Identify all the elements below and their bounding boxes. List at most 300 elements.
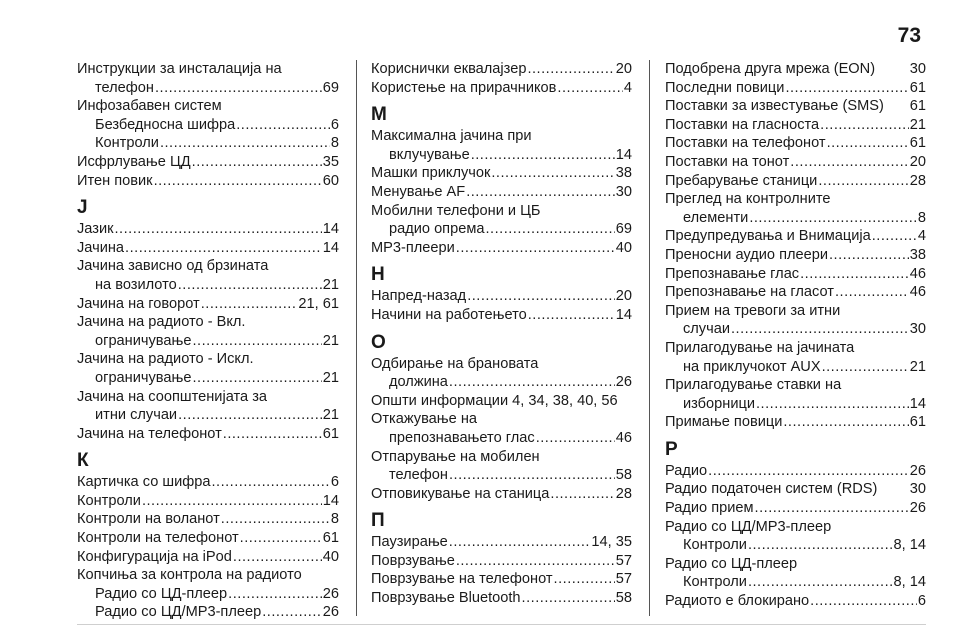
dot-leader bbox=[233, 548, 322, 567]
page-reference: 61 bbox=[909, 414, 926, 431]
index-entry bbox=[77, 313, 339, 350]
index-entry-line bbox=[665, 302, 926, 321]
index-entry bbox=[665, 283, 926, 302]
index-entry-line bbox=[77, 369, 339, 388]
index-entry bbox=[665, 97, 926, 116]
index-term: Одбирање на брановата bbox=[371, 355, 539, 372]
index-letter-heading: О bbox=[371, 331, 386, 353]
index-letter-heading: М bbox=[371, 104, 387, 126]
dot-leader bbox=[201, 295, 298, 314]
page-reference: 58 bbox=[615, 590, 632, 607]
index-entry-line bbox=[77, 332, 339, 351]
index-term: Прилагодување ставки на bbox=[665, 377, 842, 394]
dot-leader bbox=[872, 227, 917, 246]
page-reference: 69 bbox=[615, 221, 632, 238]
page-reference: 20 bbox=[909, 153, 926, 170]
dot-leader bbox=[192, 369, 321, 388]
page-reference: 61 bbox=[322, 425, 339, 442]
index-entry-line bbox=[77, 239, 339, 258]
dot-leader bbox=[731, 320, 909, 339]
index-entry-line bbox=[665, 283, 926, 302]
index-entry-line bbox=[665, 172, 926, 191]
dot-leader bbox=[467, 287, 615, 306]
dot-leader bbox=[557, 79, 622, 98]
index-entry bbox=[371, 164, 632, 183]
dot-leader bbox=[748, 573, 893, 592]
index-entry-line bbox=[77, 172, 339, 191]
index-entry-line bbox=[77, 510, 339, 529]
index-term: Радио со ЦД-плеер bbox=[95, 585, 228, 602]
index-term: изборници bbox=[683, 395, 755, 412]
dot-leader bbox=[790, 153, 908, 172]
index-term: ограничување bbox=[95, 332, 192, 349]
dot-leader bbox=[491, 164, 614, 183]
index-entry bbox=[371, 485, 632, 504]
index-entry bbox=[77, 257, 339, 294]
index-entry bbox=[77, 350, 339, 387]
dot-leader bbox=[240, 529, 322, 548]
dot-leader bbox=[221, 510, 330, 529]
page-reference: 21 bbox=[322, 332, 339, 349]
dot-leader bbox=[192, 332, 321, 351]
index-term: Радио со ЦД/MP3-плеер bbox=[95, 604, 262, 621]
page-reference: 40 bbox=[615, 239, 632, 256]
index-entry-line bbox=[77, 492, 339, 511]
page-reference: 6 bbox=[330, 116, 339, 133]
index-entry bbox=[77, 295, 339, 314]
index-term: Отпарување на мобилен bbox=[371, 448, 540, 465]
index-entry bbox=[665, 172, 926, 191]
index-entry bbox=[77, 220, 339, 239]
index-term: Копчиња за контрола на радиото bbox=[77, 567, 302, 584]
index-entry bbox=[665, 480, 926, 499]
index-entry bbox=[77, 134, 339, 153]
page-reference: 21 bbox=[322, 369, 339, 386]
index-term: Јачина на соопштенијата за bbox=[77, 388, 267, 405]
index-entry bbox=[371, 448, 632, 485]
dot-leader bbox=[125, 239, 322, 258]
dot-leader bbox=[262, 603, 322, 622]
dot-leader bbox=[800, 265, 909, 284]
index-term: Општи информации 4, 34, 38, 40, 56 bbox=[371, 392, 618, 409]
dot-leader bbox=[522, 589, 615, 608]
page-reference: 61 bbox=[909, 135, 926, 152]
column-divider bbox=[356, 60, 357, 616]
index-entry bbox=[77, 473, 339, 492]
index-entry bbox=[665, 60, 926, 79]
index-term: на возилото bbox=[95, 276, 177, 293]
page-reference: 40 bbox=[322, 548, 339, 565]
index-entry bbox=[665, 499, 926, 518]
index-entry bbox=[665, 413, 926, 432]
page-reference: 14 bbox=[615, 146, 632, 163]
index-term: Откажување на bbox=[371, 411, 477, 428]
dot-leader bbox=[827, 134, 909, 153]
index-entry bbox=[665, 79, 926, 98]
index-entry-line bbox=[665, 190, 926, 209]
page-reference: 20 bbox=[615, 288, 632, 305]
index-term: случаи bbox=[683, 321, 730, 338]
page-reference: 21 bbox=[322, 276, 339, 293]
index-term: Поврзување на телефонот bbox=[371, 571, 553, 588]
index-entry bbox=[77, 239, 339, 258]
dot-leader bbox=[228, 585, 322, 604]
index-entry bbox=[371, 60, 632, 79]
page-reference: 38 bbox=[909, 246, 926, 263]
index-entry-line bbox=[77, 60, 339, 79]
page-reference: 26 bbox=[322, 585, 339, 602]
index-entry bbox=[665, 339, 926, 376]
index-entry-line bbox=[665, 480, 926, 499]
index-term: Паузирање bbox=[371, 534, 448, 551]
index-column-1 bbox=[77, 60, 339, 622]
index-entry bbox=[371, 410, 632, 447]
index-entry-line bbox=[665, 462, 926, 481]
index-entry-line bbox=[665, 413, 926, 432]
index-entry bbox=[665, 153, 926, 172]
page-reference: 69 bbox=[322, 79, 339, 96]
index-term: Препознавање глас bbox=[665, 265, 800, 282]
index-entry-line bbox=[371, 429, 632, 448]
index-entry bbox=[665, 376, 926, 413]
index-entry-line bbox=[665, 97, 926, 116]
page-reference: 14 bbox=[615, 306, 632, 323]
page-reference: 57 bbox=[615, 571, 632, 588]
index-entry bbox=[665, 246, 926, 265]
index-entry-line bbox=[371, 202, 632, 221]
index-term: Јачина на говорот bbox=[77, 295, 200, 312]
index-term: Јачина на радиото - Искл. bbox=[77, 351, 254, 368]
index-entry-line bbox=[665, 320, 926, 339]
index-entry-line bbox=[665, 339, 926, 358]
dot-leader bbox=[708, 462, 909, 481]
dot-leader bbox=[783, 413, 908, 432]
dot-leader bbox=[160, 134, 330, 153]
index-entry-line bbox=[371, 60, 632, 79]
index-entry-line bbox=[371, 146, 632, 165]
page-reference: 30 bbox=[909, 481, 926, 498]
index-term: Поврзување Bluetooth bbox=[371, 590, 521, 607]
index-entry bbox=[665, 190, 926, 227]
dot-leader bbox=[155, 79, 322, 98]
dot-leader bbox=[820, 116, 909, 135]
index-entry bbox=[371, 589, 632, 608]
page-reference: 20 bbox=[615, 61, 632, 77]
index-term: Максимална јачина при bbox=[371, 128, 532, 145]
dot-leader bbox=[449, 466, 615, 485]
index-term: Јачина bbox=[77, 239, 125, 256]
index-term: Примање повици bbox=[665, 414, 783, 431]
dot-leader bbox=[449, 373, 615, 392]
index-column-3 bbox=[665, 60, 926, 611]
index-term: MP3-плеери bbox=[371, 239, 455, 256]
page-reference: 8 bbox=[330, 511, 339, 528]
index-term: Преносни аудио плеери bbox=[665, 246, 828, 263]
index-entry-line bbox=[77, 153, 339, 172]
index-term: Радио со ЦД/MP3-плеер bbox=[665, 518, 832, 535]
page-reference: 26 bbox=[322, 604, 339, 621]
index-term: вклучување bbox=[389, 146, 470, 163]
index-entry-line bbox=[665, 246, 926, 265]
index-entry bbox=[77, 153, 339, 172]
dot-leader bbox=[223, 425, 322, 444]
dot-leader bbox=[550, 485, 614, 504]
index-entry bbox=[77, 97, 339, 116]
index-term: Пребарување станици bbox=[665, 172, 818, 189]
index-entry-line bbox=[371, 355, 632, 374]
index-entry-line bbox=[77, 134, 339, 153]
index-entry-line bbox=[77, 79, 339, 98]
dot-leader bbox=[554, 570, 615, 589]
index-entry-line bbox=[77, 116, 339, 135]
index-entry-line bbox=[77, 406, 339, 425]
index-term: елементи bbox=[683, 209, 749, 226]
index-entry bbox=[77, 548, 339, 567]
index-entry-line bbox=[665, 134, 926, 153]
page-reference: 21 bbox=[909, 358, 926, 375]
dot-leader bbox=[142, 492, 322, 511]
index-entry-line bbox=[77, 276, 339, 295]
index-entry bbox=[77, 566, 339, 622]
index-entry-line bbox=[371, 485, 632, 504]
index-term: Поврзување bbox=[371, 552, 455, 569]
index-letter-heading: Ј bbox=[77, 197, 88, 219]
dot-leader bbox=[178, 276, 322, 295]
index-term: Итен повик bbox=[77, 172, 153, 189]
index-term: Отповикување на станица bbox=[371, 485, 550, 502]
index-entry bbox=[77, 492, 339, 511]
index-entry-line bbox=[77, 548, 339, 567]
index-entry bbox=[665, 116, 926, 135]
page-reference: 8, 14 bbox=[893, 574, 926, 591]
index-entry bbox=[665, 462, 926, 481]
index-entry-line bbox=[665, 265, 926, 284]
index-entry-line bbox=[665, 358, 926, 377]
index-term: Јачина на радиото - Вкл. bbox=[77, 314, 246, 331]
index-term: должина bbox=[389, 374, 448, 391]
page-reference: 21 bbox=[909, 116, 926, 133]
index-entry bbox=[371, 239, 632, 258]
index-term: Контроли bbox=[683, 537, 747, 554]
index-entry bbox=[77, 529, 339, 548]
dot-leader bbox=[456, 239, 615, 258]
index-entry bbox=[371, 355, 632, 392]
dot-leader bbox=[178, 406, 322, 425]
index-entry-line bbox=[371, 287, 632, 306]
page-reference: 14 bbox=[909, 395, 926, 412]
page-reference: 14 bbox=[322, 221, 339, 238]
index-term: Подобрена друга мрежа (EON) bbox=[665, 61, 876, 77]
index-entry-line bbox=[77, 425, 339, 444]
index-entry-line bbox=[77, 585, 339, 604]
page-reference: 8, 14 bbox=[893, 537, 926, 554]
index-entry-line bbox=[77, 388, 339, 407]
dot-leader bbox=[785, 79, 908, 98]
index-entry-line bbox=[371, 373, 632, 392]
dot-leader bbox=[449, 533, 591, 552]
page-reference: 46 bbox=[909, 284, 926, 301]
page-reference: 28 bbox=[909, 172, 926, 189]
index-entry-line bbox=[77, 257, 339, 276]
index-term: Картичка со шифра bbox=[77, 474, 211, 491]
page-number: 73 bbox=[897, 24, 921, 47]
index-entry-line bbox=[371, 239, 632, 258]
index-entry bbox=[665, 227, 926, 246]
index-term: Јачина зависно од брзината bbox=[77, 258, 269, 275]
index-entry-line bbox=[371, 448, 632, 467]
page-reference: 14 bbox=[322, 239, 339, 256]
index-letter-heading: Р bbox=[665, 438, 678, 460]
page-reference: 58 bbox=[615, 467, 632, 484]
index-entry-line bbox=[371, 533, 632, 552]
index-entry-line bbox=[77, 350, 339, 369]
index-term: ограничување bbox=[95, 369, 192, 386]
index-entry-line bbox=[665, 60, 926, 79]
index-term: Поставки на тонот bbox=[665, 153, 790, 170]
index-entry-line bbox=[371, 220, 632, 239]
page-reference: 8 bbox=[330, 135, 339, 152]
index-term: Радио bbox=[665, 462, 708, 479]
index-column-2 bbox=[371, 60, 632, 608]
index-entry bbox=[665, 134, 926, 153]
index-term: Машки приклучок bbox=[371, 165, 491, 182]
dot-leader bbox=[211, 473, 329, 492]
page-reference: 46 bbox=[909, 265, 926, 282]
index-term: Радио податочен систем (RDS) bbox=[665, 481, 878, 498]
index-term: Користење на прирачников bbox=[371, 79, 557, 96]
index-letter-heading: Н bbox=[371, 264, 385, 286]
dot-leader bbox=[114, 220, 321, 239]
page-reference: 26 bbox=[909, 500, 926, 517]
index-term: Прием на тревоги за итни bbox=[665, 302, 841, 319]
index-letter-heading: П bbox=[371, 510, 385, 532]
index-term: Исфрлување ЦД bbox=[77, 153, 191, 170]
index-term: радио опрема bbox=[389, 221, 485, 238]
page-reference: 4 bbox=[623, 79, 632, 96]
index-entry-line bbox=[77, 529, 339, 548]
index-entry bbox=[371, 570, 632, 589]
index-entry-line bbox=[665, 376, 926, 395]
index-entry-line bbox=[77, 603, 339, 622]
index-entry bbox=[77, 510, 339, 529]
dot-leader bbox=[192, 153, 322, 172]
index-entry bbox=[77, 425, 339, 444]
index-entry bbox=[371, 202, 632, 239]
index-entry-line bbox=[371, 466, 632, 485]
page-reference: 30 bbox=[909, 61, 926, 77]
index-term: Контроли bbox=[77, 492, 141, 509]
index-term: Мобилни телефони и ЦБ bbox=[371, 202, 541, 219]
index-entry bbox=[371, 552, 632, 571]
index-term: Јачина на телефонот bbox=[77, 425, 222, 442]
index-term: Начини на работењето bbox=[371, 306, 527, 323]
index-entry bbox=[371, 306, 632, 325]
index-term: Конфигурација на iPod bbox=[77, 548, 232, 565]
page-reference: 61 bbox=[909, 98, 926, 115]
dot-leader bbox=[755, 499, 909, 518]
index-letter-heading: К bbox=[77, 450, 89, 472]
page-reference: 30 bbox=[615, 183, 632, 200]
index-entry-line bbox=[665, 592, 926, 611]
index-entry-line bbox=[665, 209, 926, 228]
index-term: телефон bbox=[389, 467, 448, 484]
page-reference: 4 bbox=[917, 228, 926, 245]
page-reference: 14, 35 bbox=[591, 534, 632, 551]
index-term: Радио прием bbox=[665, 500, 754, 517]
index-term: Инфозабавен систем bbox=[77, 98, 222, 115]
index-entry-line bbox=[665, 555, 926, 574]
index-term: Контроли bbox=[95, 135, 159, 152]
index-term: Кориснички еквалајзер bbox=[371, 61, 527, 77]
index-entry bbox=[371, 127, 632, 164]
index-entry-line bbox=[371, 392, 632, 411]
page-reference: 28 bbox=[615, 485, 632, 502]
page-reference: 6 bbox=[917, 593, 926, 610]
page-reference: 57 bbox=[615, 552, 632, 569]
index-entry bbox=[371, 287, 632, 306]
index-entry-line bbox=[77, 473, 339, 492]
index-term: Поставки на гласноста bbox=[665, 116, 820, 133]
index-term: Радиото е блокирано bbox=[665, 593, 810, 610]
index-entry bbox=[77, 60, 339, 97]
index-term: итни случаи bbox=[95, 407, 178, 424]
index-term: Инструкции за инсталација на bbox=[77, 61, 282, 77]
index-term: телефон bbox=[95, 79, 154, 96]
page-reference: 21, 61 bbox=[298, 295, 339, 312]
dot-leader bbox=[748, 536, 893, 555]
dot-leader bbox=[485, 220, 614, 239]
page-reference: 46 bbox=[615, 429, 632, 446]
dot-leader bbox=[818, 172, 908, 191]
index-entry-line bbox=[665, 227, 926, 246]
dot-leader bbox=[466, 183, 615, 202]
index-entry bbox=[665, 265, 926, 284]
dot-leader bbox=[749, 209, 917, 228]
index-entry-line bbox=[665, 536, 926, 555]
index-term: Безбедносна шифра bbox=[95, 116, 236, 133]
page-reference: 8 bbox=[917, 209, 926, 226]
index-entry-line bbox=[77, 97, 339, 116]
index-entry-line bbox=[77, 220, 339, 239]
index-entry bbox=[665, 592, 926, 611]
index-term: Контроли bbox=[683, 574, 747, 591]
index-entry bbox=[371, 392, 632, 411]
index-entry-line bbox=[371, 552, 632, 571]
index-entry-line bbox=[665, 153, 926, 172]
index-entry-line bbox=[665, 518, 926, 537]
dot-leader bbox=[835, 283, 909, 302]
index-entry-line bbox=[665, 395, 926, 414]
index-entry bbox=[77, 172, 339, 191]
index-term: Контроли на воланот bbox=[77, 511, 220, 528]
index-entry-line bbox=[371, 410, 632, 429]
footer-rule bbox=[77, 624, 926, 625]
index-entry-line bbox=[371, 127, 632, 146]
index-entry bbox=[371, 183, 632, 202]
index-entry-line bbox=[77, 566, 339, 585]
index-term: Поставки на телефонот bbox=[665, 135, 826, 152]
page-reference: 21 bbox=[322, 407, 339, 424]
index-entry-line bbox=[665, 573, 926, 592]
dot-leader bbox=[456, 552, 615, 571]
index-term: Менување AF bbox=[371, 183, 466, 200]
dot-leader bbox=[829, 246, 909, 265]
index-entry-line bbox=[77, 295, 339, 314]
dot-leader bbox=[822, 358, 909, 377]
column-divider bbox=[649, 60, 650, 616]
index-entry-line bbox=[371, 570, 632, 589]
index-entry-line bbox=[371, 306, 632, 325]
